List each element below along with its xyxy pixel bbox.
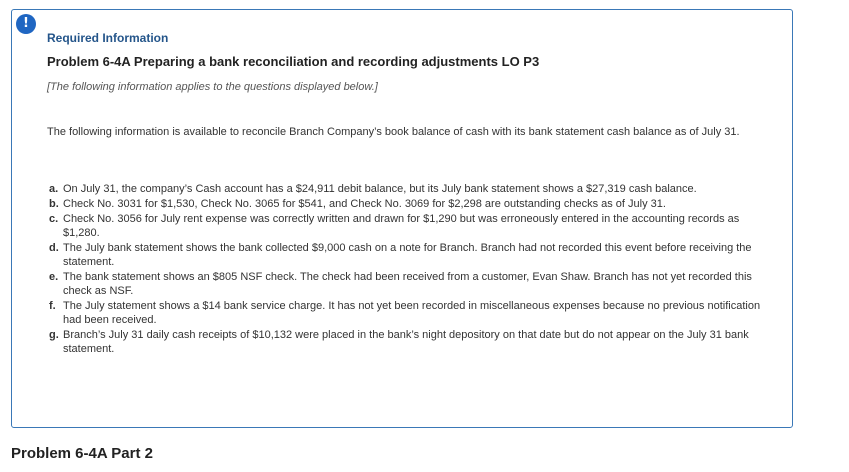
fact-text: The July statement shows a $14 bank service charge. It has not yet been recorded in miscellaneous expenses because no previous notification had been received.	[63, 300, 761, 326]
fact-marker: b.	[49, 198, 59, 210]
exclamation-icon: !	[16, 14, 36, 34]
fact-marker: f.	[49, 300, 56, 312]
fact-marker: c.	[49, 213, 59, 225]
fact-item-e	[47, 270, 767, 298]
fact-item-c	[47, 212, 767, 240]
fact-text: Check No. 3056 for July rent expense was correctly written and drawn for $1,290 but was erroneously entered in the accounting records as $1,280.	[63, 213, 740, 239]
fact-text: Check No. 3031 for $1,530, Check No. 3065 for $541, and Check No. 3069 for $2,298 are outstanding checks as of July 31.	[63, 198, 666, 210]
facts-list	[47, 182, 767, 357]
fact-marker: a.	[49, 183, 59, 195]
fact-item-a	[47, 182, 767, 196]
fact-marker: g.	[49, 329, 59, 341]
fact-item-d	[47, 241, 767, 269]
problem-title: Problem 6-4A Preparing a bank reconciliation and recording adjustments LO P3	[47, 54, 540, 69]
fact-marker: e.	[49, 271, 59, 283]
fact-item-b	[47, 197, 767, 211]
fact-marker: d.	[49, 242, 59, 254]
part-title: Problem 6-4A Part 2	[11, 445, 153, 462]
fact-item-g	[47, 328, 767, 356]
intro-paragraph: The following information is available to reconcile Branch Company’s book balance of cash with its bank statement cash balance as of July 31.	[47, 126, 740, 138]
fact-text: The bank statement shows an $805 NSF check. The check had been received from a customer, Evan Shaw. Branch has not yet recorded this check as NSF.	[63, 271, 752, 297]
required-information-heading: Required Information	[47, 31, 169, 45]
fact-text: Branch’s July 31 daily cash receipts of $10,132 were placed in the bank’s night depository on that date but do not appear on the July 31 bank statement.	[63, 329, 749, 355]
fact-text: On July 31, the company’s Cash account has a $24,911 debit balance, but its July bank statement shows a $27,319 cash balance.	[63, 183, 697, 195]
fact-text: The July bank statement shows the bank collected $9,000 cash on a note for Branch. Branch had not recorded this event before receiving the statement.	[63, 242, 752, 268]
applies-note: [The following information applies to the questions displayed below.]	[47, 81, 378, 93]
fact-item-f	[47, 299, 767, 327]
